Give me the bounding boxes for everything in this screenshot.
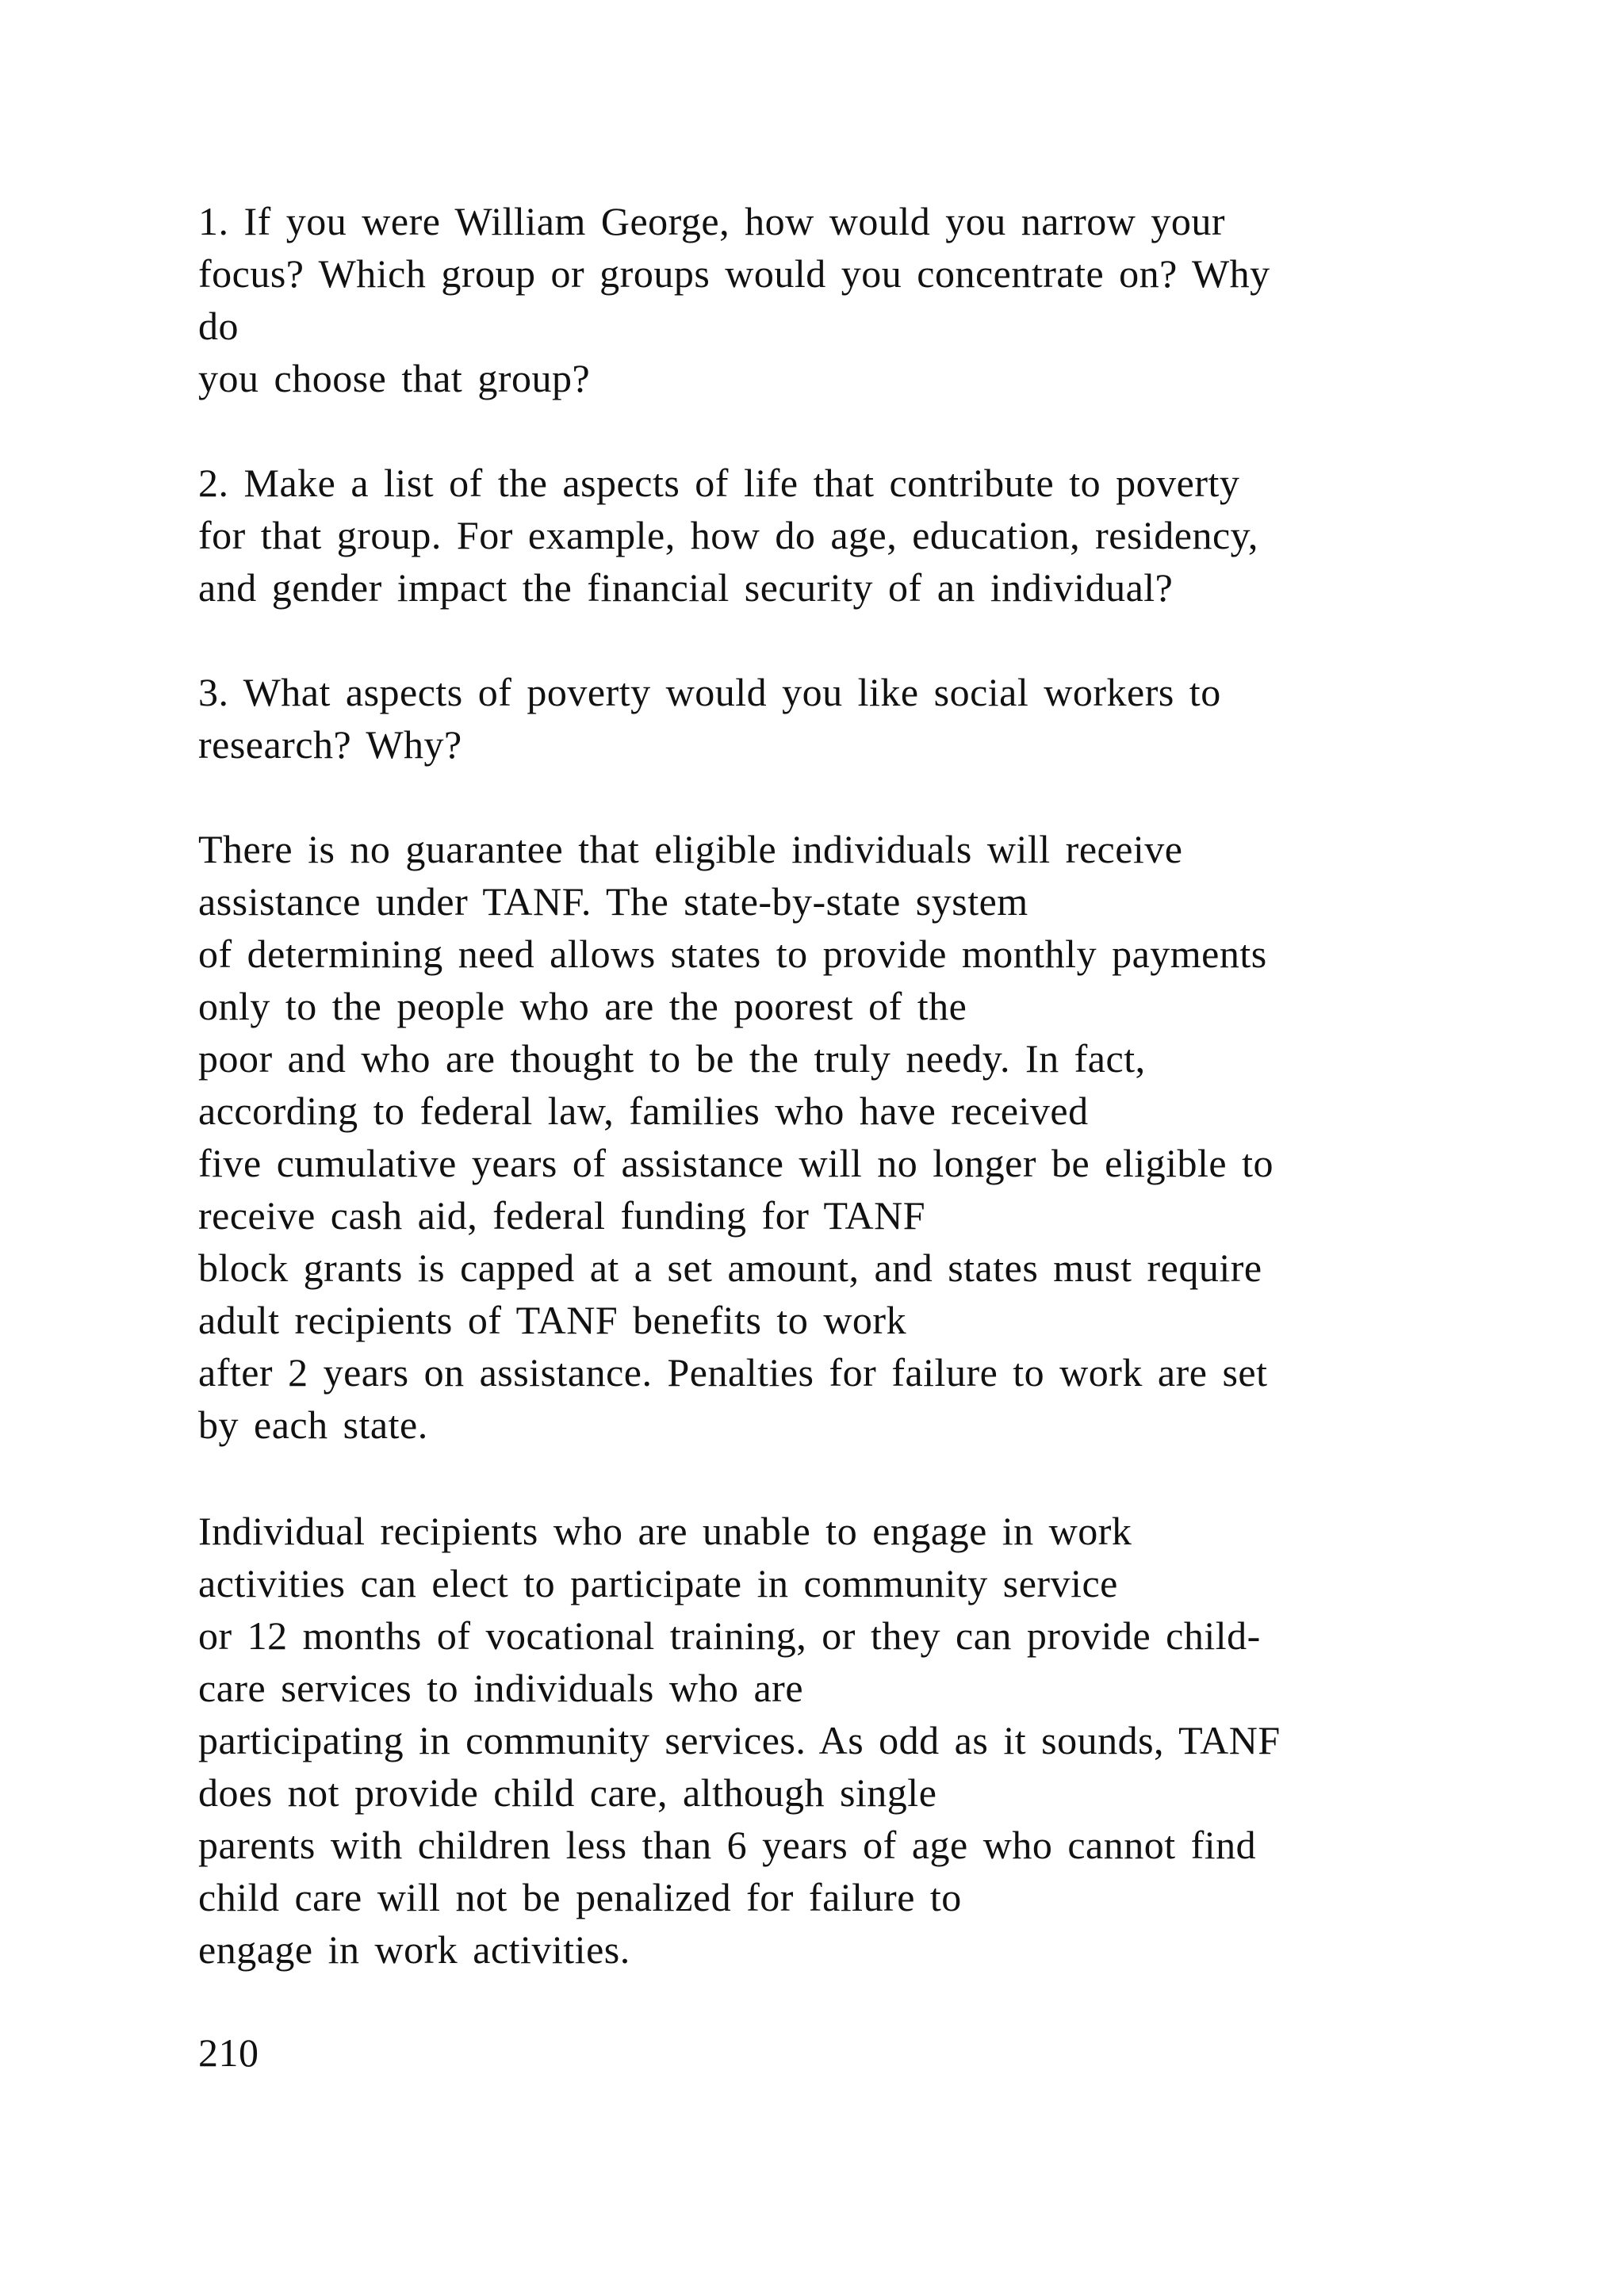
text-line: adult recipients of TANF benefits to work — [198, 1298, 907, 1342]
text-line: 2. Make a list of the aspects of life that contribute to poverty — [198, 461, 1240, 505]
text-line: focus? Which group or groups would you concentrate on? Why — [198, 251, 1270, 296]
question-2 — [198, 457, 1499, 614]
text-line: of determining need allows states to provide monthly payments — [198, 932, 1267, 976]
text-line: assistance under TANF. The state-by-state system — [198, 879, 1028, 924]
text-line: care services to individuals who are — [198, 1666, 804, 1710]
paragraph-tanf-eligibility — [198, 823, 1499, 1451]
text-line: for that group. For example, how do age, education, residency, — [198, 513, 1258, 557]
text-line: after 2 years on assistance. Penalties for failure to work are set — [198, 1350, 1268, 1395]
text-line: five cumulative years of assistance will no longer be eligible to — [198, 1141, 1274, 1185]
text-line: parents with children less than 6 years of age who cannot find — [198, 1823, 1257, 1867]
question-3 — [198, 666, 1499, 771]
text-line: does not provide child care, although single — [198, 1770, 937, 1815]
text-line: activities can elect to participate in community service — [198, 1561, 1118, 1605]
text-line: Individual recipients who are unable to engage in work — [198, 1509, 1132, 1553]
text-line: and gender impact the financial security of an individual? — [198, 565, 1174, 610]
text-line: 1. If you were William George, how would you narrow your — [198, 199, 1225, 243]
text-line: by each state. — [198, 1402, 428, 1447]
page-number — [198, 2026, 1499, 2079]
page-number-text: 210 — [198, 2030, 259, 2075]
text-line: 3. What aspects of poverty would you like social workers to — [198, 670, 1221, 714]
text-line: only to the people who are the poorest of the — [198, 984, 967, 1028]
text-line: do — [198, 304, 239, 348]
text-line: child care will not be penalized for failure to — [198, 1875, 962, 1919]
text-line: receive cash aid, federal funding for TANF — [198, 1193, 926, 1238]
paragraph-work-activities — [198, 1505, 1499, 1976]
text-line: engage in work activities. — [198, 1927, 630, 1972]
text-line: poor and who are thought to be the truly needy. In fact, — [198, 1036, 1146, 1081]
text-line: block grants is capped at a set amount, and states must require — [198, 1246, 1262, 1290]
text-line: There is no guarantee that eligible individuals will receive — [198, 827, 1183, 871]
text-line: or 12 months of vocational training, or they can provide child- — [198, 1613, 1261, 1658]
question-1 — [198, 195, 1499, 404]
text-line: according to federal law, families who have received — [198, 1089, 1089, 1133]
text-line: research? Why? — [198, 722, 462, 767]
text-line: you choose that group? — [198, 356, 591, 400]
text-line: participating in community services. As odd as it sounds, TANF — [198, 1718, 1281, 1762]
